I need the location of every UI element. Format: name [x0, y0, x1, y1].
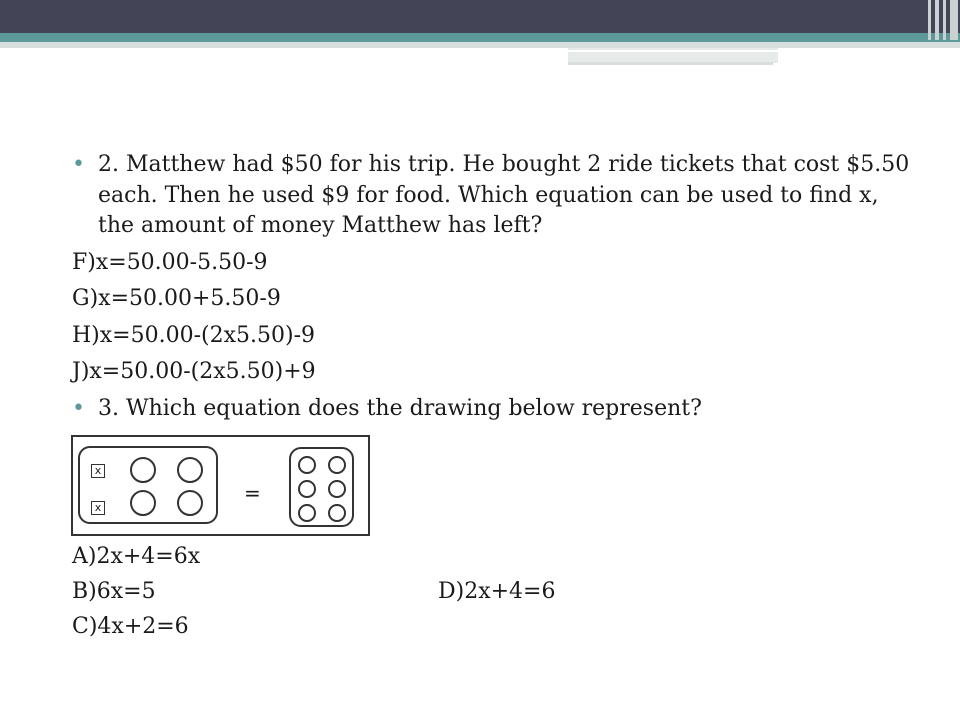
unit-circle [298, 456, 316, 474]
unit-circle [328, 504, 346, 522]
header-accent-line [568, 50, 888, 52]
option-f: F)x=50.00-5.50-9 [72, 249, 268, 275]
option-c-text: C)4x+2=6 [72, 614, 189, 639]
header-vertical-bars [926, 0, 960, 40]
question-3 [72, 394, 912, 425]
question-2 [72, 150, 912, 242]
x-box: x [91, 501, 105, 515]
question-3-text: 3. Which equation does the drawing below represent? [98, 395, 702, 421]
question-3-options [72, 542, 556, 647]
option-j: J)x=50.00-(2x5.50)+9 [72, 359, 316, 384]
unit-circle [328, 480, 346, 498]
bullet-icon: • [72, 395, 85, 421]
question-2-text: 2. Matthew had $50 for his trip. He bought 2 ride tickets that cost $5.50 each. Then he used $9 for food. Which equation can be used to find x, the amount of money Matthew has left? [98, 152, 910, 238]
header-teal-band [0, 33, 960, 42]
slide-content [72, 150, 912, 424]
option-b-text: B)6x=5 [72, 579, 156, 604]
unit-circle [177, 457, 203, 483]
option-row-b-d [72, 577, 556, 612]
equals-sign: = [244, 481, 261, 505]
left-group [78, 446, 218, 524]
option-a [72, 542, 200, 577]
unit-circle [328, 456, 346, 474]
right-group [289, 447, 354, 527]
option-d-text: D)2x+4=6 [438, 579, 556, 604]
header-dark-band [0, 0, 960, 33]
option-g: G)x=50.00+5.50-9 [72, 286, 281, 311]
x-box: x [91, 464, 105, 478]
unit-circle [130, 457, 156, 483]
unit-circle [298, 480, 316, 498]
unit-circle [298, 504, 316, 522]
option-c [72, 612, 200, 647]
bullet-icon: • [72, 152, 85, 177]
unit-circle [130, 490, 156, 516]
unit-circle [177, 490, 203, 516]
option-a-text: A)2x+4=6x [72, 544, 201, 569]
option-h: H)x=50.00-(2x5.50)-9 [72, 322, 316, 348]
equation-drawing [71, 435, 370, 536]
header-grey-band [0, 42, 960, 48]
header-accent-line [568, 62, 773, 65]
